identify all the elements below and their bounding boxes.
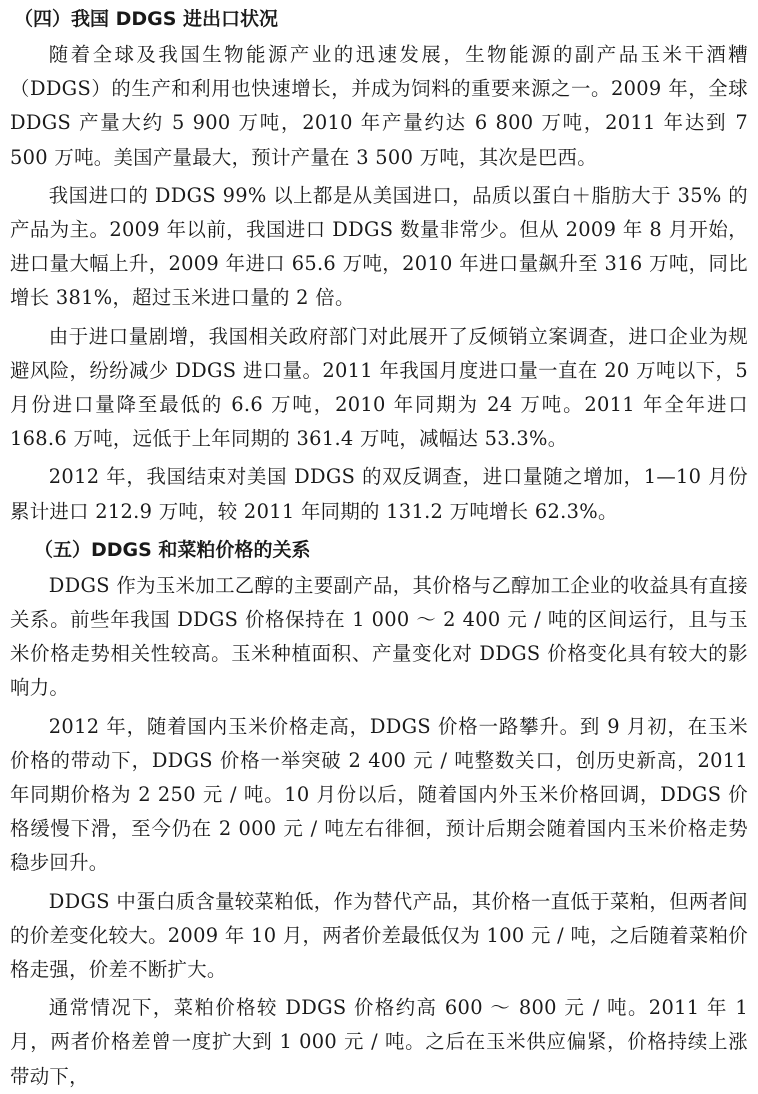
section-heading-price-relation: （五）DDGS 和菜粕价格的关系	[34, 538, 311, 561]
paragraph: 随着全球及我国生物能源产业的迅速发展，生物能源的副产品玉米干酒糟（DDGS）的生产和利用也快速增长，并成为饲料的重要来源之一。2009 年，全球 DDGS 产量大约 5 900 万吨，2010 年产量约达 6 800 万吨，2011 年达到 7 500 万吨。美国产量最大，预计产量在 3 500 万吨，其次是巴西。	[10, 43, 748, 169]
paragraph: DDGS 中蛋白质含量较菜粕低，作为替代产品，其价格一直低于菜粕，但两者间的价差变化较大。2009 年 10 月，两者价差最低仅为 100 元 / 吨，之后随着菜粕价格走强，价差不断扩大。	[10, 889, 748, 982]
paragraph: 我国进口的 DDGS 99% 以上都是从美国进口，品质以蛋白＋脂肪大于 35% 的产品为主。2009 年以前，我国进口 DDGS 数量非常少。但从 2009 年 8 月开始，进口量大幅上升，2009 年进口 65.6 万吨，2010 年进口量飙升至 316 万吨，同比增长 381%，超过玉米进口量的 2 倍。	[10, 183, 748, 310]
section-heading-import-export: （四）我国 DDGS 进出口状况	[14, 8, 279, 30]
paragraph: DDGS 作为玉米加工乙醇的主要副产品，其价格与乙醇加工企业的收益具有直接关系。前些年我国 DDGS 价格保持在 1 000 ～ 2 400 元 / 吨的区间运行，且与玉米价格走势相关性较高。玉米种植面积、产量变化对 DDGS 价格变化具有较大的影响力。	[10, 573, 748, 700]
paragraph: 2012 年，随着国内玉米价格走高，DDGS 价格一路攀升。到 9 月初，在玉米价格的带动下，DDGS 价格一举突破 2 400 元 / 吨整数关口，创历史新高，2011 年同期价格为 2 250 元 / 吨。10 月份以后，随着国内外玉米价格回调，DDGS 价格缓慢下滑，至今仍在 2 000 元 / 吨左右徘徊，预计后期会随着国内玉米价格走势稳步回升。	[10, 714, 748, 875]
paragraph: 由于进口量剧增，我国相关政府部门对此展开了反倾销立案调查，进口企业为规避风险，纷纷减少 DDGS 进口量。2011 年我国月度进口量一直在 20 万吨以下，5 月份进口量降至最低的 6.6 万吨，2010 年同期为 24 万吨。2011 年全年进口 168.6 万吨，远低于上年同期的 361.4 万吨，减幅达 53.3%。	[10, 324, 748, 451]
paragraph: 2012 年，我国结束对美国 DDGS 的双反调查，进口量随之增加，1—10 月份累计进口 212.9 万吨，较 2011 年同期的 131.2 万吨增长 62.3%。	[10, 465, 748, 523]
paragraph: 通常情况下，菜粕价格较 DDGS 价格约高 600 ～ 800 元 / 吨。2011 年 1 月，两者价格差曾一度扩大到 1 000 元 / 吨。之后在玉米供应偏紧，价格持续上涨带动下，	[10, 996, 748, 1088]
